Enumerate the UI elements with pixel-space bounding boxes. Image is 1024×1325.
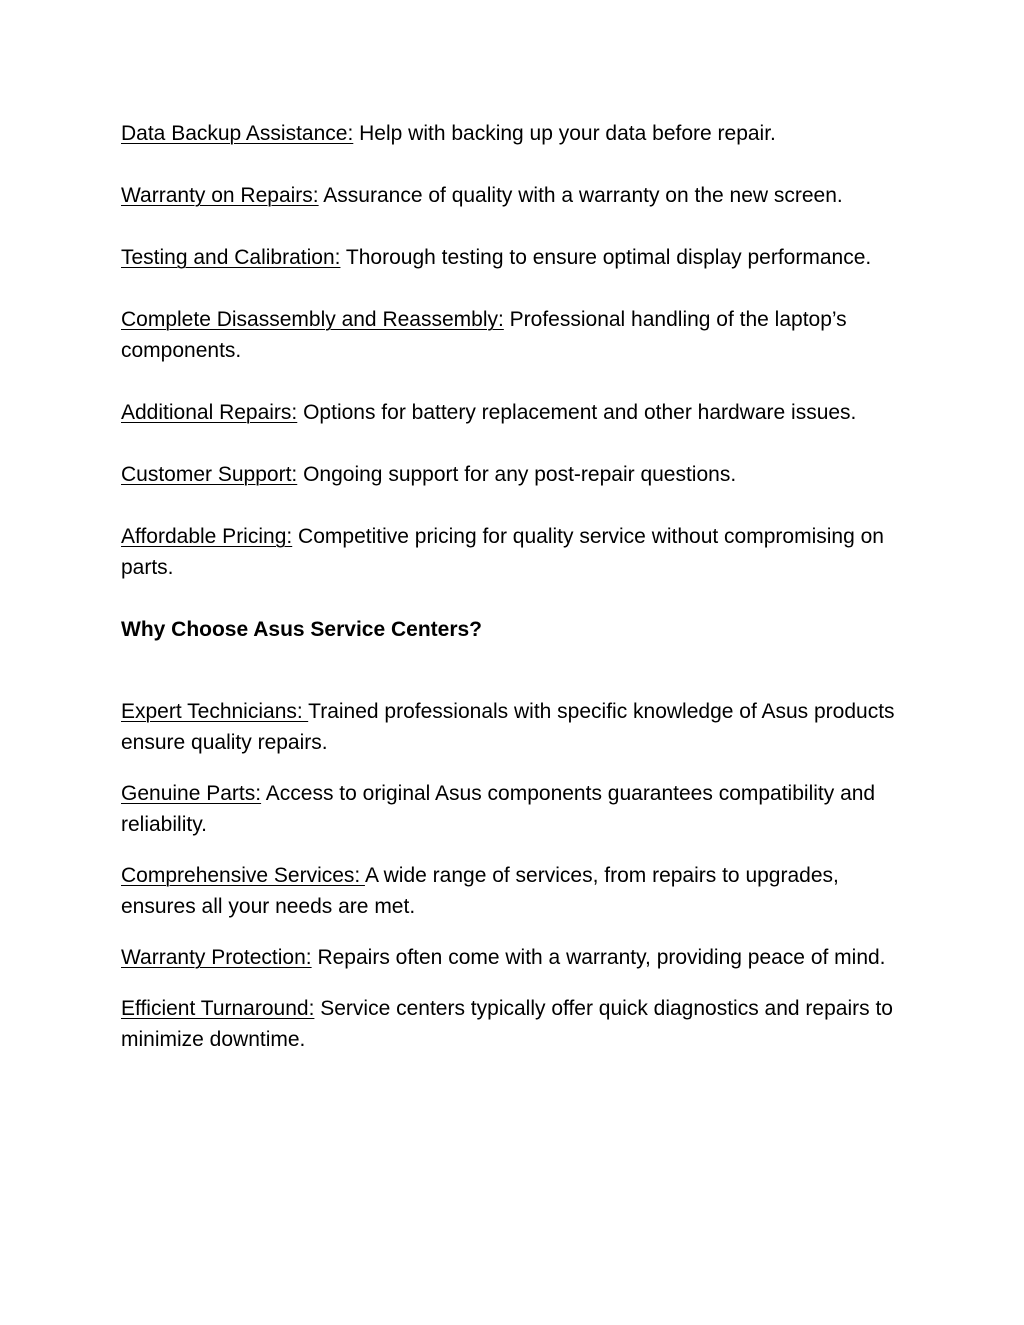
item-description: A wide range of services, from repairs to upgrades, ensures all your needs are met. — [121, 864, 839, 918]
list-item — [121, 942, 911, 973]
list-item — [121, 778, 911, 840]
list-item — [121, 860, 911, 922]
item-term: Data Backup Assistance: — [121, 122, 354, 145]
service-features-list — [121, 118, 911, 583]
item-description: Professional handling of the laptop’s components. — [121, 308, 847, 362]
item-term: Genuine Parts: — [121, 782, 262, 805]
document-content — [121, 118, 911, 1075]
item-term: Customer Support: — [121, 463, 298, 486]
item-term: Warranty on Repairs: — [121, 184, 319, 207]
item-term: Additional Repairs: — [121, 401, 298, 424]
item-term: Comprehensive Services: — [121, 864, 365, 887]
item-term: Affordable Pricing: — [121, 525, 293, 548]
list-item — [121, 304, 911, 366]
list-item — [121, 993, 911, 1055]
list-item — [121, 696, 911, 758]
item-description: Options for battery replacement and other hardware issues. — [297, 401, 857, 424]
item-description: Ongoing support for any post-repair questions. — [297, 463, 737, 486]
item-term: Expert Technicians: — [121, 700, 309, 723]
item-term: Warranty Protection: — [121, 946, 312, 969]
item-description: Access to original Asus components guarantees compatibility and reliability. — [121, 782, 876, 836]
item-description: Thorough testing to ensure optimal display performance. — [340, 246, 872, 269]
item-term: Complete Disassembly and Reassembly: — [121, 308, 504, 331]
list-item — [121, 459, 911, 490]
item-description: Service centers typically offer quick diagnostics and repairs to minimize downtime. — [121, 997, 893, 1051]
list-item — [121, 118, 911, 149]
list-item — [121, 521, 911, 583]
item-description: Assurance of quality with a warranty on the new screen. — [318, 184, 843, 207]
list-item — [121, 180, 911, 211]
item-description: Competitive pricing for quality service without compromising on parts. — [121, 525, 884, 579]
reasons-list — [121, 696, 911, 1055]
list-item — [121, 242, 911, 273]
item-term: Testing and Calibration: — [121, 246, 341, 269]
item-term: Efficient Turnaround: — [121, 997, 315, 1020]
item-description: Trained professionals with specific knowledge of Asus products ensure quality repairs. — [121, 700, 895, 754]
section-heading: Why Choose Asus Service Centers? — [121, 618, 482, 641]
item-description: Repairs often come with a warranty, providing peace of mind. — [311, 946, 886, 969]
item-description: Help with backing up your data before repair. — [353, 122, 776, 145]
list-item — [121, 397, 911, 428]
